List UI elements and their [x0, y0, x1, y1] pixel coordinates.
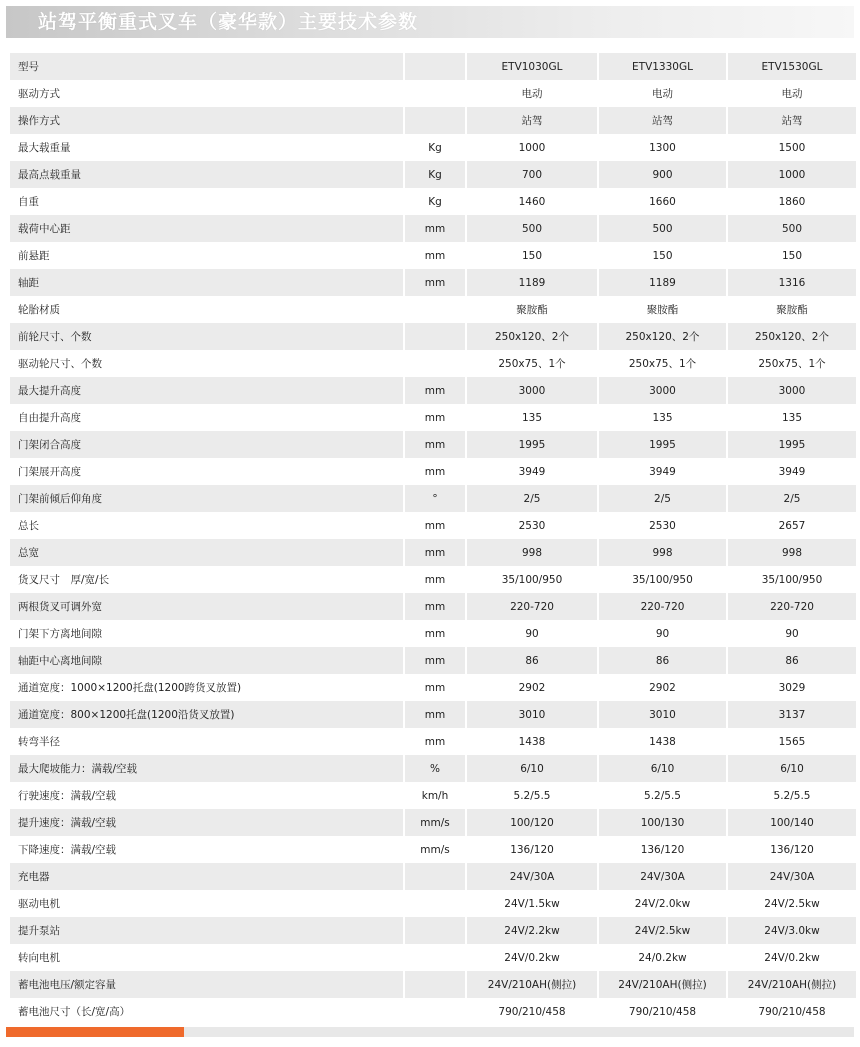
value-cell-etv1530gl: 100/140	[728, 809, 856, 836]
param-name-cell: 自由提升高度	[10, 404, 403, 431]
param-name-cell: 载荷中心距	[10, 215, 403, 242]
value-cell-etv1530gl: 站驾	[728, 107, 856, 134]
param-name-cell: 通道宽度：1000×1200托盘(1200跨货叉放置)	[10, 674, 403, 701]
value-cell-etv1030gl: 250x75、1个	[467, 350, 597, 377]
value-cell-etv1030gl: 电动	[467, 80, 597, 107]
param-name-cell: 前轮尺寸、个数	[10, 323, 403, 350]
param-name-cell: 驱动方式	[10, 80, 403, 107]
table-row	[10, 323, 856, 350]
table-row	[10, 701, 856, 728]
value-cell-etv1530gl: 24V/210AH(侧拉)	[728, 971, 856, 998]
value-cell-etv1530gl: 聚胺酯	[728, 296, 856, 323]
value-cell-etv1530gl: 3000	[728, 377, 856, 404]
table-row	[10, 809, 856, 836]
unit-cell: mm	[405, 647, 465, 674]
value-cell-etv1030gl: 1460	[467, 188, 597, 215]
value-cell-etv1330gl: 3010	[599, 701, 726, 728]
value-cell-etv1330gl: ETV1330GL	[599, 53, 726, 80]
param-name-cell: 驱动轮尺寸、个数	[10, 350, 403, 377]
value-cell-etv1530gl: 24V/30A	[728, 863, 856, 890]
value-cell-etv1030gl: 35/100/950	[467, 566, 597, 593]
value-cell-etv1530gl: 1995	[728, 431, 856, 458]
param-name-cell: 轴距中心离地间隙	[10, 647, 403, 674]
param-name-cell: 蓄电池电压/额定容量	[10, 971, 403, 998]
param-name-cell: 行驶速度：满载/空载	[10, 782, 403, 809]
param-name-cell: 操作方式	[10, 107, 403, 134]
param-name-cell: 轮胎材质	[10, 296, 403, 323]
value-cell-etv1530gl: 电动	[728, 80, 856, 107]
value-cell-etv1030gl: 135	[467, 404, 597, 431]
value-cell-etv1330gl: 电动	[599, 80, 726, 107]
value-cell-etv1330gl: 3000	[599, 377, 726, 404]
value-cell-etv1030gl: 1995	[467, 431, 597, 458]
param-name-cell: 门架前倾后仰角度	[10, 485, 403, 512]
table-row	[10, 269, 856, 296]
value-cell-etv1530gl: 24V/2.5kw	[728, 890, 856, 917]
value-cell-etv1030gl: 24V/1.5kw	[467, 890, 597, 917]
table-row	[10, 593, 856, 620]
unit-cell: mm/s	[405, 809, 465, 836]
table-row	[10, 890, 856, 917]
unit-cell	[405, 350, 465, 377]
value-cell-etv1330gl: 5.2/5.5	[599, 782, 726, 809]
value-cell-etv1330gl: 24V/30A	[599, 863, 726, 890]
table-row	[10, 188, 856, 215]
unit-cell: mm	[405, 701, 465, 728]
unit-cell	[405, 917, 465, 944]
value-cell-etv1030gl: 3000	[467, 377, 597, 404]
param-name-cell: 两根货叉可调外宽	[10, 593, 403, 620]
value-cell-etv1530gl: 1500	[728, 134, 856, 161]
table-row	[10, 647, 856, 674]
unit-cell: km/h	[405, 782, 465, 809]
table-row	[10, 836, 856, 863]
unit-cell: mm	[405, 215, 465, 242]
value-cell-etv1530gl: 220-720	[728, 593, 856, 620]
param-name-cell: 前悬距	[10, 242, 403, 269]
value-cell-etv1330gl: 2530	[599, 512, 726, 539]
value-cell-etv1330gl: 24V/210AH(侧拉)	[599, 971, 726, 998]
unit-cell: mm	[405, 404, 465, 431]
unit-cell: mm	[405, 728, 465, 755]
table-row	[10, 215, 856, 242]
value-cell-etv1530gl: 3137	[728, 701, 856, 728]
value-cell-etv1530gl: 998	[728, 539, 856, 566]
value-cell-etv1030gl: 24V/0.2kw	[467, 944, 597, 971]
value-cell-etv1530gl: 1316	[728, 269, 856, 296]
value-cell-etv1330gl: 1189	[599, 269, 726, 296]
value-cell-etv1330gl: 1995	[599, 431, 726, 458]
unit-cell	[405, 53, 465, 80]
value-cell-etv1330gl: 250x120、2个	[599, 323, 726, 350]
value-cell-etv1530gl: 135	[728, 404, 856, 431]
table-row	[10, 755, 856, 782]
unit-cell: Kg	[405, 161, 465, 188]
table-row	[10, 566, 856, 593]
value-cell-etv1030gl: 100/120	[467, 809, 597, 836]
value-cell-etv1530gl: 24V/0.2kw	[728, 944, 856, 971]
value-cell-etv1330gl: 1300	[599, 134, 726, 161]
unit-cell	[405, 107, 465, 134]
unit-cell: mm	[405, 377, 465, 404]
value-cell-etv1330gl: 86	[599, 647, 726, 674]
param-name-cell: 门架展开高度	[10, 458, 403, 485]
value-cell-etv1330gl: 35/100/950	[599, 566, 726, 593]
value-cell-etv1330gl: 790/210/458	[599, 998, 726, 1025]
table-row	[10, 134, 856, 161]
table-row	[10, 998, 856, 1025]
value-cell-etv1530gl: 35/100/950	[728, 566, 856, 593]
table-row	[10, 458, 856, 485]
param-name-cell: 转弯半径	[10, 728, 403, 755]
table-row	[10, 620, 856, 647]
value-cell-etv1030gl: 2/5	[467, 485, 597, 512]
table-row	[10, 350, 856, 377]
value-cell-etv1330gl: 24/0.2kw	[599, 944, 726, 971]
value-cell-etv1330gl: 220-720	[599, 593, 726, 620]
value-cell-etv1030gl: 150	[467, 242, 597, 269]
table-row	[10, 944, 856, 971]
spec-table-body	[10, 53, 856, 1025]
param-name-cell: 下降速度：满载/空载	[10, 836, 403, 863]
value-cell-etv1530gl: 500	[728, 215, 856, 242]
table-row	[10, 728, 856, 755]
value-cell-etv1330gl: 24V/2.5kw	[599, 917, 726, 944]
value-cell-etv1030gl: 3010	[467, 701, 597, 728]
value-cell-etv1330gl: 100/130	[599, 809, 726, 836]
value-cell-etv1030gl: 790/210/458	[467, 998, 597, 1025]
value-cell-etv1330gl: 998	[599, 539, 726, 566]
value-cell-etv1330gl: 250x75、1个	[599, 350, 726, 377]
table-row	[10, 377, 856, 404]
value-cell-etv1330gl: 150	[599, 242, 726, 269]
unit-cell: mm	[405, 431, 465, 458]
value-cell-etv1030gl: ETV1030GL	[467, 53, 597, 80]
unit-cell	[405, 971, 465, 998]
value-cell-etv1330gl: 135	[599, 404, 726, 431]
value-cell-etv1030gl: 998	[467, 539, 597, 566]
param-name-cell: 型号	[10, 53, 403, 80]
value-cell-etv1030gl: 2530	[467, 512, 597, 539]
value-cell-etv1530gl: 5.2/5.5	[728, 782, 856, 809]
value-cell-etv1030gl: 700	[467, 161, 597, 188]
unit-cell	[405, 296, 465, 323]
value-cell-etv1530gl: 6/10	[728, 755, 856, 782]
value-cell-etv1530gl: 1000	[728, 161, 856, 188]
param-name-cell: 提升泵站	[10, 917, 403, 944]
table-row	[10, 674, 856, 701]
value-cell-etv1330gl: 2/5	[599, 485, 726, 512]
unit-cell: mm	[405, 539, 465, 566]
unit-cell	[405, 890, 465, 917]
unit-cell: mm	[405, 566, 465, 593]
unit-cell: mm/s	[405, 836, 465, 863]
value-cell-etv1530gl: 1860	[728, 188, 856, 215]
page-title: 站驾平衡重式叉车（豪华款）主要技术参数	[38, 11, 419, 33]
unit-cell: mm	[405, 269, 465, 296]
unit-cell: mm	[405, 512, 465, 539]
unit-cell	[405, 323, 465, 350]
param-name-cell: 转向电机	[10, 944, 403, 971]
value-cell-etv1030gl: 1189	[467, 269, 597, 296]
param-name-cell: 总长	[10, 512, 403, 539]
table-row	[10, 80, 856, 107]
param-name-cell: 最大爬坡能力：满载/空载	[10, 755, 403, 782]
title-bar	[6, 6, 854, 38]
value-cell-etv1330gl: 90	[599, 620, 726, 647]
value-cell-etv1030gl: 500	[467, 215, 597, 242]
footer-accent-orange	[6, 1027, 184, 1037]
value-cell-etv1530gl: 3949	[728, 458, 856, 485]
value-cell-etv1030gl: 聚胺酯	[467, 296, 597, 323]
param-name-cell: 总宽	[10, 539, 403, 566]
param-name-cell: 轴距	[10, 269, 403, 296]
value-cell-etv1530gl: 250x75、1个	[728, 350, 856, 377]
value-cell-etv1330gl: 24V/2.0kw	[599, 890, 726, 917]
value-cell-etv1030gl: 站驾	[467, 107, 597, 134]
value-cell-etv1530gl: 3029	[728, 674, 856, 701]
value-cell-etv1030gl: 250x120、2个	[467, 323, 597, 350]
value-cell-etv1030gl: 3949	[467, 458, 597, 485]
param-name-cell: 自重	[10, 188, 403, 215]
value-cell-etv1030gl: 24V/30A	[467, 863, 597, 890]
param-name-cell: 门架闭合高度	[10, 431, 403, 458]
unit-cell: Kg	[405, 134, 465, 161]
param-name-cell: 蓄电池尺寸（长/宽/高）	[10, 998, 403, 1025]
value-cell-etv1030gl: 24V/210AH(侧拉)	[467, 971, 597, 998]
value-cell-etv1330gl: 500	[599, 215, 726, 242]
table-row	[10, 539, 856, 566]
unit-cell	[405, 998, 465, 1025]
unit-cell: mm	[405, 242, 465, 269]
unit-cell: Kg	[405, 188, 465, 215]
value-cell-etv1330gl: 1438	[599, 728, 726, 755]
unit-cell: °	[405, 485, 465, 512]
table-row	[10, 53, 856, 80]
spec-table	[8, 53, 858, 1025]
value-cell-etv1330gl: 站驾	[599, 107, 726, 134]
unit-cell: mm	[405, 674, 465, 701]
param-name-cell: 最大提升高度	[10, 377, 403, 404]
footer-accent-bar	[6, 1027, 854, 1037]
value-cell-etv1530gl: 86	[728, 647, 856, 674]
value-cell-etv1530gl: 2657	[728, 512, 856, 539]
param-name-cell: 提升速度：满载/空载	[10, 809, 403, 836]
table-row	[10, 431, 856, 458]
param-name-cell: 最高点载重量	[10, 161, 403, 188]
param-name-cell: 货叉尺寸 厚/宽/长	[10, 566, 403, 593]
value-cell-etv1330gl: 1660	[599, 188, 726, 215]
value-cell-etv1530gl: 1565	[728, 728, 856, 755]
param-name-cell: 驱动电机	[10, 890, 403, 917]
unit-cell: mm	[405, 458, 465, 485]
value-cell-etv1530gl: 2/5	[728, 485, 856, 512]
value-cell-etv1030gl: 220-720	[467, 593, 597, 620]
unit-cell: mm	[405, 620, 465, 647]
value-cell-etv1330gl: 900	[599, 161, 726, 188]
value-cell-etv1530gl: 136/120	[728, 836, 856, 863]
value-cell-etv1530gl: 250x120、2个	[728, 323, 856, 350]
value-cell-etv1330gl: 136/120	[599, 836, 726, 863]
value-cell-etv1330gl: 6/10	[599, 755, 726, 782]
table-row	[10, 782, 856, 809]
unit-cell	[405, 863, 465, 890]
value-cell-etv1030gl: 5.2/5.5	[467, 782, 597, 809]
table-row	[10, 512, 856, 539]
value-cell-etv1030gl: 1000	[467, 134, 597, 161]
table-row	[10, 485, 856, 512]
value-cell-etv1030gl: 6/10	[467, 755, 597, 782]
value-cell-etv1330gl: 3949	[599, 458, 726, 485]
value-cell-etv1530gl: 790/210/458	[728, 998, 856, 1025]
value-cell-etv1330gl: 聚胺酯	[599, 296, 726, 323]
unit-cell: %	[405, 755, 465, 782]
value-cell-etv1030gl: 86	[467, 647, 597, 674]
table-row	[10, 917, 856, 944]
table-row	[10, 161, 856, 188]
value-cell-etv1530gl: 90	[728, 620, 856, 647]
value-cell-etv1530gl: 24V/3.0kw	[728, 917, 856, 944]
table-row	[10, 971, 856, 998]
value-cell-etv1030gl: 90	[467, 620, 597, 647]
value-cell-etv1030gl: 1438	[467, 728, 597, 755]
param-name-cell: 最大载重量	[10, 134, 403, 161]
value-cell-etv1530gl: ETV1530GL	[728, 53, 856, 80]
unit-cell	[405, 944, 465, 971]
table-row	[10, 296, 856, 323]
table-row	[10, 107, 856, 134]
value-cell-etv1030gl: 136/120	[467, 836, 597, 863]
param-name-cell: 门架下方离地间隙	[10, 620, 403, 647]
unit-cell	[405, 80, 465, 107]
value-cell-etv1530gl: 150	[728, 242, 856, 269]
table-row	[10, 404, 856, 431]
param-name-cell: 通道宽度：800×1200托盘(1200沿货叉放置)	[10, 701, 403, 728]
param-name-cell: 充电器	[10, 863, 403, 890]
table-row	[10, 863, 856, 890]
unit-cell: mm	[405, 593, 465, 620]
table-row	[10, 242, 856, 269]
value-cell-etv1030gl: 2902	[467, 674, 597, 701]
value-cell-etv1330gl: 2902	[599, 674, 726, 701]
value-cell-etv1030gl: 24V/2.2kw	[467, 917, 597, 944]
